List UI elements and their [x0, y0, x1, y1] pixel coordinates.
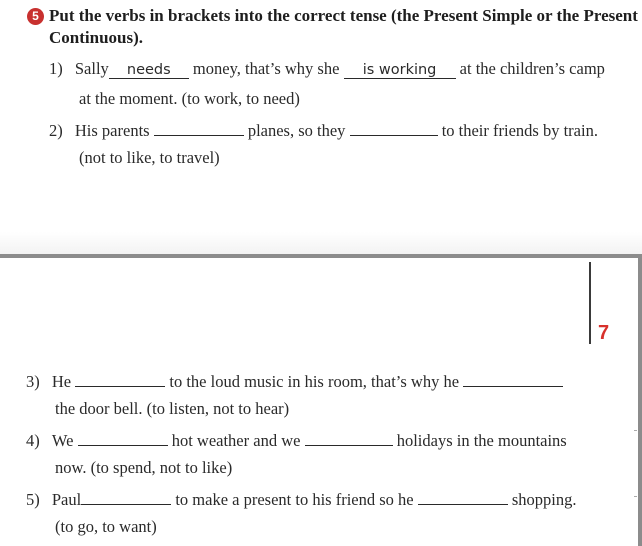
exercise-title-line-2: Continuous).: [49, 28, 144, 47]
item-text: to their friends by train.: [441, 121, 598, 140]
item-text: to make a present to his friend so he: [175, 490, 414, 509]
item-5-line-1: [26, 488, 577, 510]
item-3-line-2: the door bell. (to listen, not to hear): [55, 399, 290, 418]
item-text: We: [51, 431, 74, 450]
answer-blank[interactable]: [154, 119, 244, 136]
item-number: 1): [49, 59, 63, 78]
answer-blank[interactable]: [463, 370, 563, 387]
item-1-line-2: at the moment. (to work, to need): [79, 89, 300, 108]
item-text: holidays in the mountains: [396, 431, 567, 450]
item-text: shopping.: [511, 490, 577, 509]
item-text: He: [51, 372, 72, 391]
edge-mark: [634, 430, 637, 431]
answer-blank[interactable]: [75, 370, 165, 387]
page-border-right: [638, 254, 642, 546]
answer-blank[interactable]: [418, 488, 508, 505]
exercise-title-line-1: Put the verbs in brackets into the correct tense (the Present Simple or the Present: [49, 6, 638, 25]
item-2-line-2: (not to like, to travel): [79, 148, 220, 167]
page-number: 7: [598, 322, 610, 344]
page-gap: [0, 232, 642, 254]
item-3-line-1: [26, 370, 563, 392]
item-number: 2): [49, 121, 63, 140]
item-text: Sally: [74, 59, 109, 78]
edge-mark: [634, 496, 637, 497]
answer-blank[interactable]: [305, 429, 393, 446]
item-text: His parents: [74, 121, 150, 140]
answer-blank[interactable]: [78, 429, 168, 446]
item-text: money, that’s why she: [192, 59, 340, 78]
answer-blank[interactable]: needs: [109, 62, 189, 79]
answer-blank[interactable]: [81, 488, 171, 505]
item-number: 5): [26, 490, 40, 509]
answer-blank[interactable]: [350, 119, 438, 136]
item-number: 3): [26, 372, 40, 391]
item-text: Paul: [51, 490, 82, 509]
item-4-line-1: [26, 429, 567, 451]
item-text: to the loud music in his room, that’s why he: [169, 372, 460, 391]
item-2-line-1: [49, 119, 598, 141]
page-border-top: [0, 254, 642, 258]
margin-rule: [589, 262, 591, 344]
item-1-line-1: [49, 59, 605, 79]
item-number: 4): [26, 431, 40, 450]
answer-blank[interactable]: is working: [344, 62, 456, 79]
exercise-number-badge: 5: [27, 8, 44, 25]
item-text: at the children’s camp: [459, 59, 605, 78]
item-5-line-2: (to go, to want): [55, 517, 157, 536]
item-4-line-2: now. (to spend, not to like): [55, 458, 233, 477]
item-text: hot weather and we: [171, 431, 301, 450]
item-text: planes, so they: [247, 121, 346, 140]
